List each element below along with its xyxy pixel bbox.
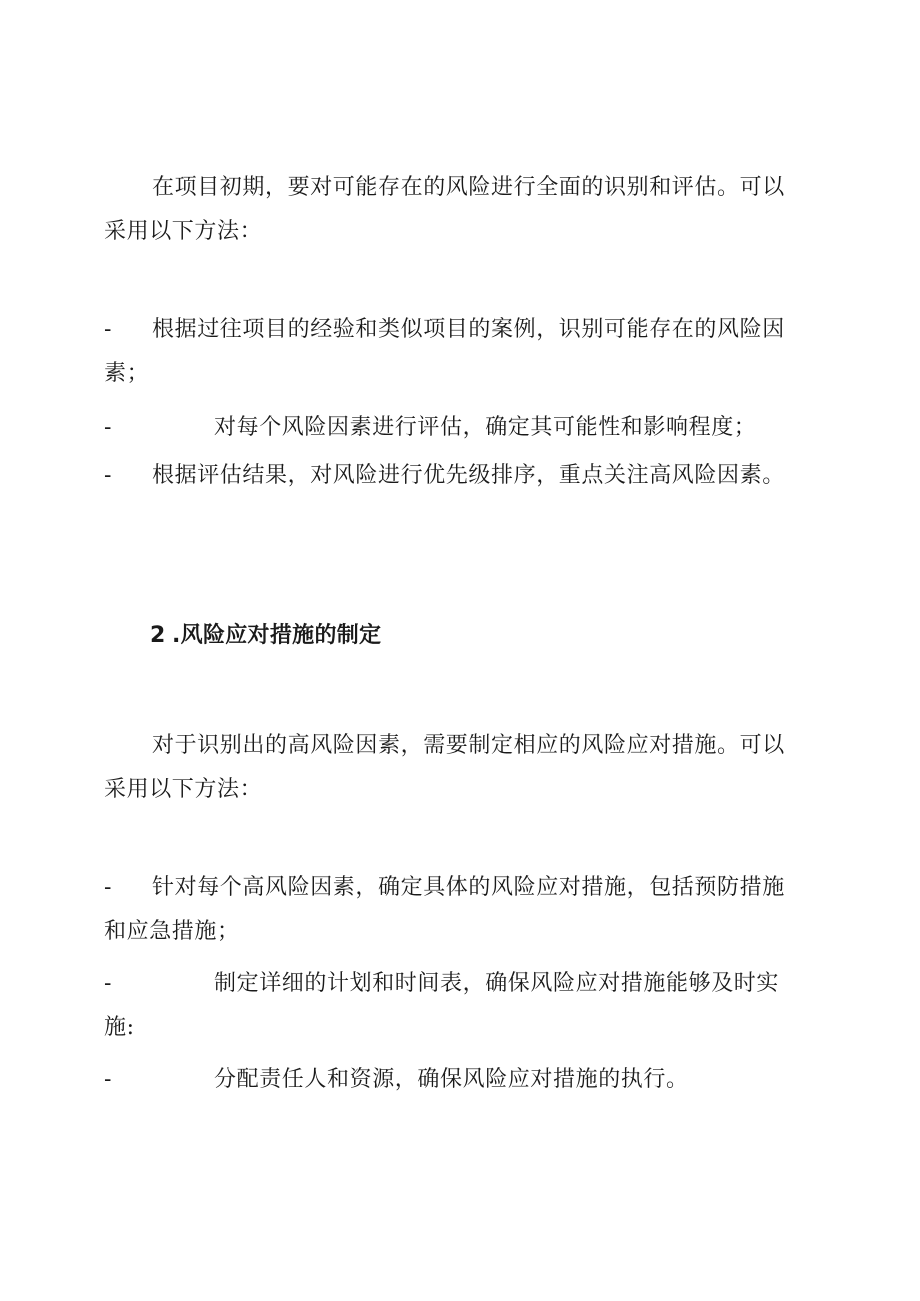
bullet-dash: - bbox=[104, 875, 113, 900]
intro-paragraph-1-text: 在项目初期，要对可能存在的风险进行全面的识别和评估。可以采用以下方法： bbox=[104, 175, 785, 244]
bullet-dash: - bbox=[104, 971, 113, 996]
list-item bbox=[104, 866, 804, 954]
list-item bbox=[104, 1058, 804, 1102]
section-number: 2 bbox=[150, 623, 166, 648]
list-item-text: 根据评估结果，对风险进行优先级排序，重点关注高风险因素。 bbox=[152, 463, 785, 488]
bullet-dash: - bbox=[104, 317, 113, 342]
list-item-text: 针对每个高风险因素，确定具体的风险应对措施，包括预防措施和应急措施； bbox=[104, 875, 785, 944]
list-item-text: 制定详细的计划和时间表，确保风险应对措施能够及时实施: bbox=[104, 971, 780, 1040]
section-title: .风险应对措施的制定 bbox=[172, 623, 382, 648]
intro-paragraph-2-text: 对于识别出的高风险因素，需要制定相应的风险应对措施。可以采用以下方法： bbox=[104, 733, 785, 802]
list-item bbox=[104, 454, 804, 498]
section-heading bbox=[150, 616, 381, 656]
list-item-text: 分配责任人和资源，确保风险应对措施的执行。 bbox=[214, 1067, 689, 1092]
bullet-dash: - bbox=[104, 463, 113, 488]
intro-paragraph-2 bbox=[104, 724, 804, 812]
list-item bbox=[104, 308, 804, 396]
list-item bbox=[104, 406, 804, 450]
bullet-dash: - bbox=[104, 415, 113, 440]
list-item-text: 对每个风险因素进行评估，确定其可能性和影响程度； bbox=[214, 415, 757, 440]
list-item bbox=[104, 962, 804, 1050]
bullet-dash: - bbox=[104, 1067, 113, 1092]
intro-paragraph-1 bbox=[104, 166, 804, 254]
list-item-text: 根据过往项目的经验和类似项目的案例，识别可能存在的风险因素； bbox=[104, 317, 785, 386]
